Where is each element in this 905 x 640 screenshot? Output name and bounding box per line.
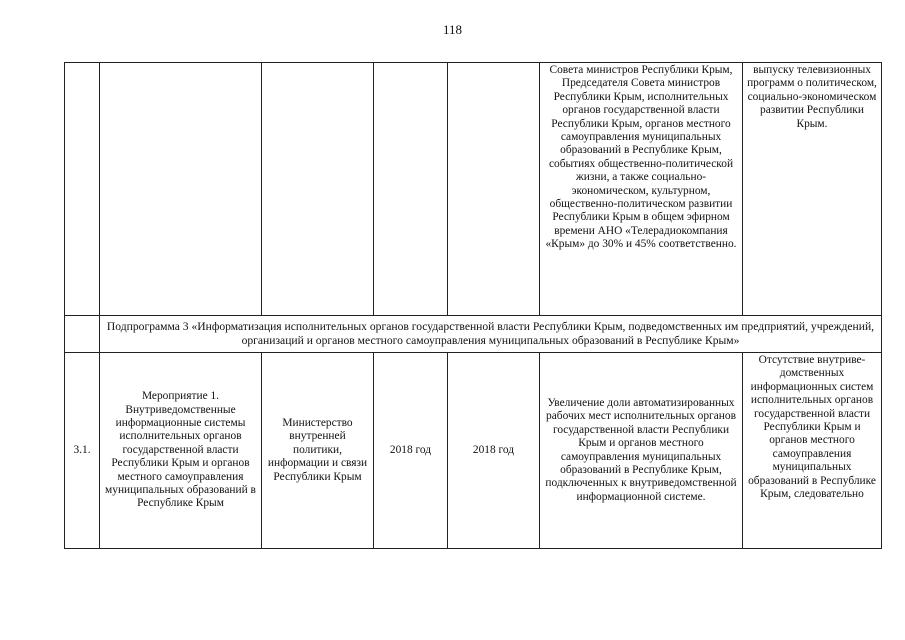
cell-consequence: Отсутствие внутриве-домственных информационных систем исполнительных органов государственной власти Республики Крым и органов местного самоуправления муниципальных образований в Республике Крым, следовательно xyxy=(743,353,882,549)
cell-number xyxy=(65,63,100,316)
cell-number xyxy=(65,316,100,353)
page-number: 118 xyxy=(442,22,463,37)
subprogram-heading: Подпрограмма 3 «Информатизация исполнительных органов государственной власти Республики Крым, подведомственных им предприятий, учреждений, организаций и органов местного самоуправления муниципальных образований в Республике Крым» xyxy=(100,316,882,353)
cell-number: 3.1. xyxy=(65,353,100,549)
cell-expected-result: Увеличение доли автоматизированных рабочих мест исполнительных органов государственной власти Республики Крым и органов местного самоуправления муниципальных образований в Республике Крым, подключенных к внутриведомственной информационной системе. xyxy=(540,353,743,549)
table-row xyxy=(65,63,882,316)
cell-executor: Министерство внутренней политики, информации и связи Республики Крым xyxy=(262,353,374,549)
cell-name xyxy=(100,63,262,316)
table-row xyxy=(65,316,882,353)
cell-executor xyxy=(262,63,374,316)
table-row xyxy=(65,353,882,549)
cell-name: Мероприятие 1. Внутриведомственные информационные системы исполнительных органов государственной власти Республики Крым и органов местного самоуправления муниципальных образований в Республике Крым xyxy=(100,353,262,549)
cell-end xyxy=(448,63,540,316)
measures-table xyxy=(64,62,882,549)
cell-start xyxy=(374,63,448,316)
cell-end: 2018 год xyxy=(448,353,540,549)
cell-start: 2018 год xyxy=(374,353,448,549)
cell-consequence: выпуску телевизионных программ о политическом, социально-экономическом развитии Республики Крым. xyxy=(743,63,882,316)
cell-expected-result: Совета министров Республики Крым, Председателя Совета министров Республики Крым, исполнительных органов государственной власти Республики Крым, органов местного самоуправления муниципальных образований в Республике Крым, событиях общественно-политической жизни, а также социально-экономическом, культурном, общественно-политическом развитии Республики Крым в общем эфирном времени АНО «Телерадиокомпания «Крым» до 30% и 45% соответственно. xyxy=(540,63,743,316)
